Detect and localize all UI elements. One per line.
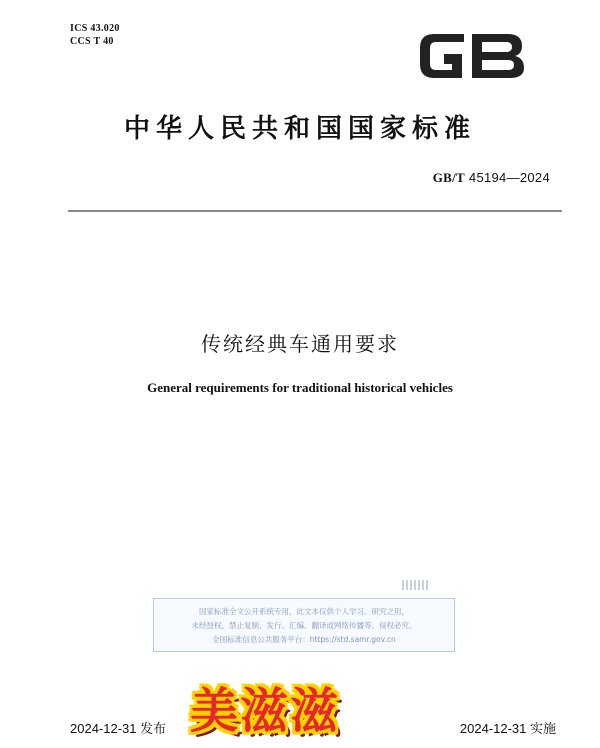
logo-text: GB (412, 9, 437, 28)
standard-code (433, 170, 550, 186)
ccs-code: CCS T 40 (70, 36, 114, 47)
document-title-cn: 传统经典车通用要求 (201, 332, 399, 356)
standard-title: 中华人民共和国国家标准 (123, 114, 476, 144)
standard-code-prefix: GB/T (432, 170, 465, 185)
issue-date: 2024-12-31 发布 (70, 721, 167, 736)
classification-codes (70, 22, 120, 48)
watermark-sticker: 美滋滋 (190, 683, 341, 739)
stamp-line-3: 全国标准信息公共服务平台：https://std.samr.gov.cn (212, 635, 396, 644)
header-rule (68, 210, 562, 212)
barcode-mark (402, 580, 428, 590)
ics-code: ICS 43.020 (70, 23, 120, 34)
gb-logo (412, 9, 530, 86)
stamp-line-2: 未经授权，禁止复制、发行、汇编、翻译或网络传播等。侵权必究。 (191, 621, 417, 630)
public-access-stamp (153, 598, 455, 652)
document-title-en: General requirements for traditional historical vehicles (147, 380, 453, 395)
standard-code-number: 45194—2024 (468, 170, 550, 185)
implementation-date: 2024-12-31 实施 (459, 721, 556, 736)
stamp-line-1: 国家标准全文公开系统专用，此文本仅供个人学习、研究之用， (199, 607, 409, 616)
